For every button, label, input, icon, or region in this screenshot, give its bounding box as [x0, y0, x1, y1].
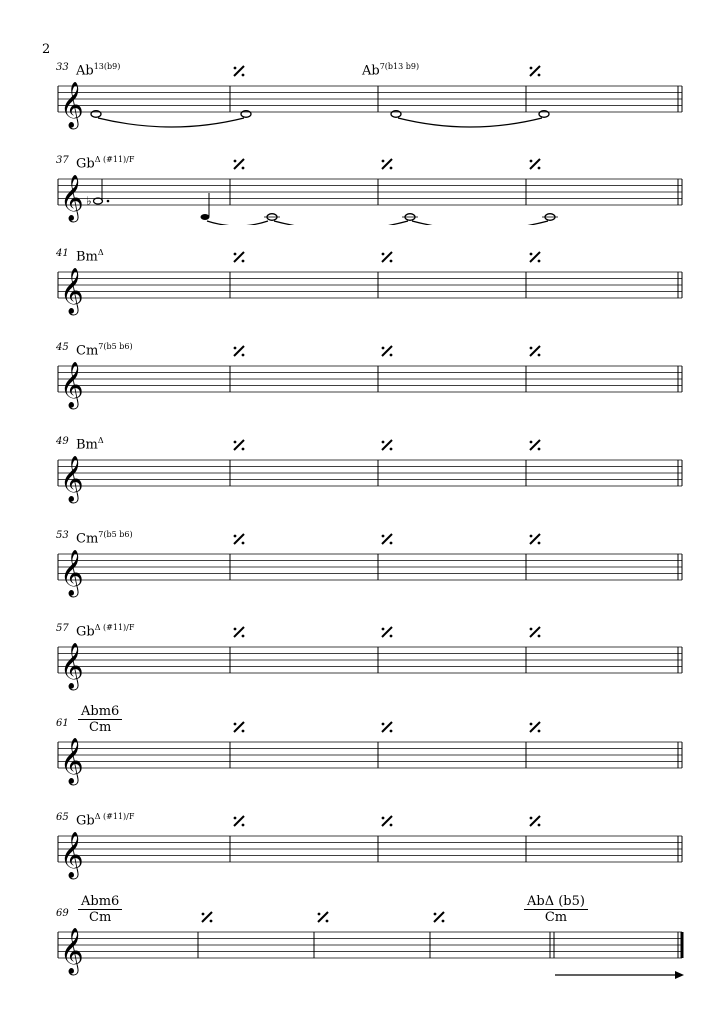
- treble-clef-icon: 𝄞: [60, 738, 84, 784]
- chord-extension: 13(b9): [93, 62, 121, 71]
- chord-extension: Δ (#11)/F: [94, 812, 135, 821]
- chord-extension: Δ: [97, 248, 104, 257]
- chord-root: Cm: [76, 343, 99, 359]
- polychord-lower: Cm: [89, 910, 112, 925]
- measure-number: 41: [56, 248, 69, 259]
- staff: [0, 155, 724, 225]
- staff: [0, 436, 724, 506]
- chord-extension: 7(b5 b6): [98, 530, 133, 539]
- staff-system: [0, 812, 724, 882]
- staff-system: [0, 248, 724, 318]
- treble-clef-icon: 𝄞: [60, 82, 84, 128]
- polychord-upper: AbΔ (b5): [524, 894, 588, 910]
- polychord-upper: Abm6: [78, 704, 122, 720]
- measure-number: 45: [56, 342, 69, 353]
- measure-number: 49: [56, 436, 69, 447]
- measure-number: 61: [56, 718, 69, 729]
- staff-system: [0, 62, 724, 132]
- treble-clef-icon: 𝄞: [60, 643, 84, 689]
- chord-extension: Δ (#11)/F: [94, 155, 135, 164]
- polychord-upper: Abm6: [78, 894, 122, 910]
- measure-number: 33: [56, 62, 69, 73]
- chord-root: Bm: [76, 437, 98, 453]
- measure-number: 37: [56, 155, 69, 166]
- treble-clef-icon: 𝄞: [60, 175, 84, 221]
- measure-number: 57: [56, 623, 69, 634]
- chord-root: Ab: [76, 63, 94, 79]
- treble-clef-icon: 𝄞: [60, 362, 84, 408]
- chord-root: Gb: [76, 813, 95, 829]
- treble-clef-icon: 𝄞: [60, 550, 84, 596]
- chord-extension: Δ (#11)/F: [94, 623, 135, 632]
- staff-system: [0, 530, 724, 600]
- staff-system: [0, 436, 724, 506]
- chord-root: Cm: [76, 531, 99, 547]
- quarter-note: [201, 214, 210, 220]
- chord-root: Ab: [362, 63, 380, 79]
- chord-root: Gb: [76, 156, 95, 172]
- chord-extension: 7(b5 b6): [98, 342, 133, 351]
- chord-root: Bm: [76, 249, 98, 265]
- chord-extension: 7(b13 b9): [379, 62, 420, 71]
- staff-system: [0, 623, 724, 693]
- svg-text:♭: ♭: [86, 194, 92, 208]
- chord-extension: Δ: [97, 436, 104, 445]
- treble-clef-icon: 𝄞: [60, 268, 84, 314]
- staff: [0, 248, 724, 318]
- page-number: 2: [42, 42, 51, 57]
- staff: [0, 623, 724, 693]
- measure-number: 65: [56, 812, 69, 823]
- polychord-lower: Cm: [89, 720, 112, 735]
- staff-system: [0, 704, 724, 788]
- treble-clef-icon: 𝄞: [60, 832, 84, 878]
- polychord-lower: Cm: [544, 910, 568, 925]
- staff: [0, 812, 724, 882]
- treble-clef-icon: 𝄞: [60, 928, 84, 974]
- staff: [0, 530, 724, 600]
- chord-root: Gb: [76, 624, 95, 640]
- staff: [0, 718, 724, 788]
- continue-arrow-icon: [555, 968, 685, 982]
- measure-number: 53: [56, 530, 69, 541]
- treble-clef-icon: 𝄞: [60, 456, 84, 502]
- staff: [0, 342, 724, 412]
- staff: [0, 62, 724, 132]
- staff-system: [0, 155, 724, 225]
- staff-system: [0, 342, 724, 412]
- measure-number: 69: [56, 908, 69, 919]
